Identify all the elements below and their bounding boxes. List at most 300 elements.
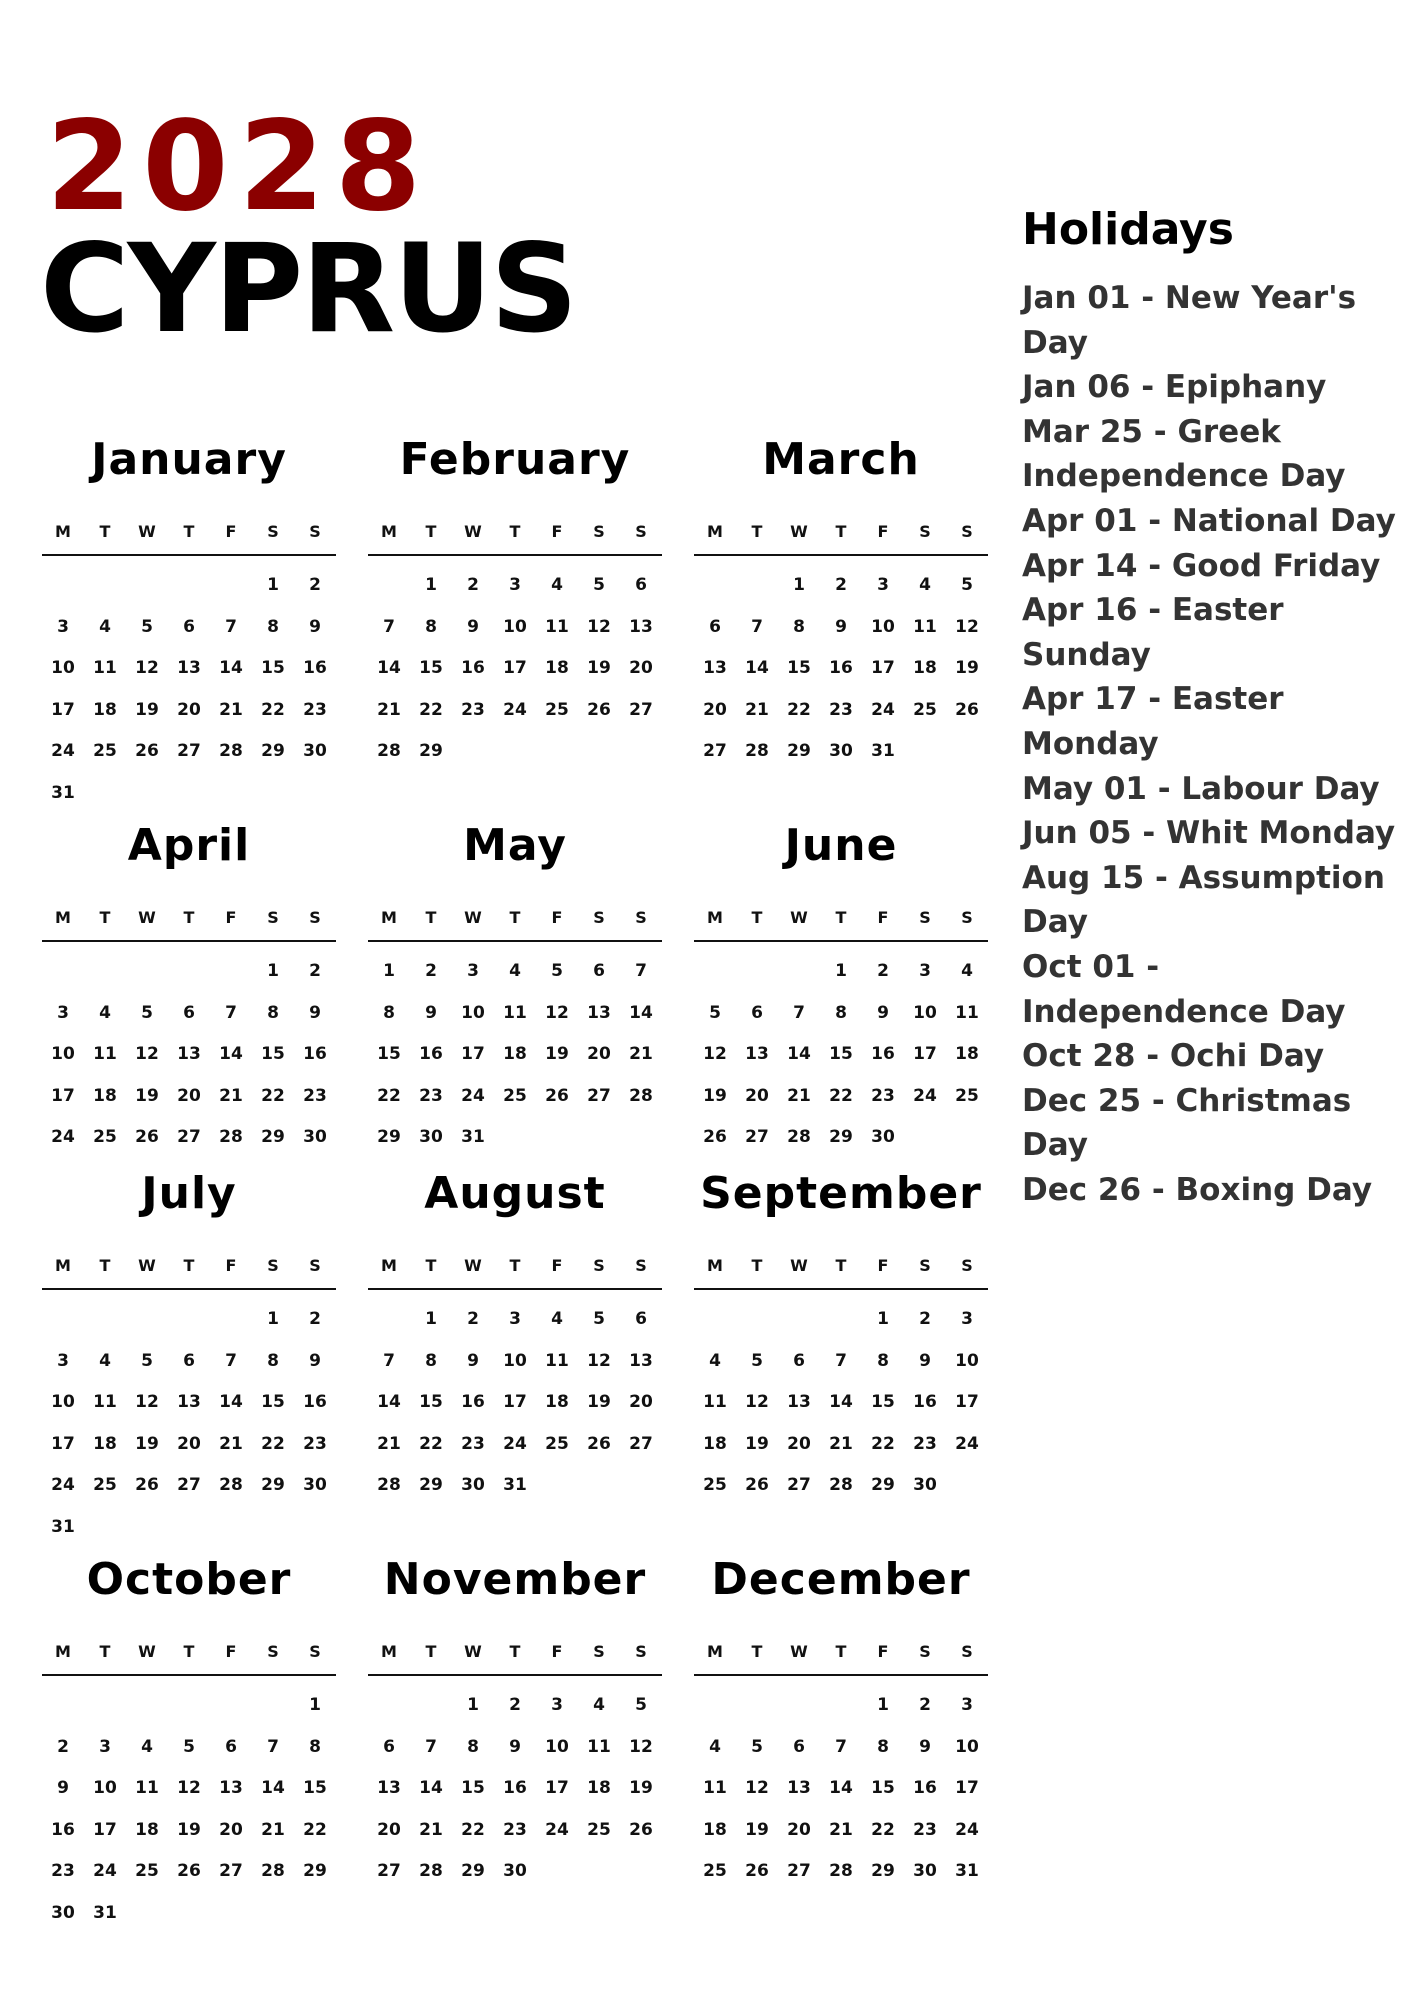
day-cell: 14 bbox=[219, 658, 243, 678]
day-cell: 30 bbox=[913, 1475, 937, 1495]
day-cell bbox=[168, 1694, 210, 1736]
day-cell: 27 bbox=[177, 1475, 201, 1495]
weekday-header bbox=[42, 1256, 336, 1275]
day-cell: 12 bbox=[745, 1392, 769, 1412]
week-row bbox=[694, 1819, 988, 1861]
weekday-label: S bbox=[919, 1642, 931, 1661]
day-cell: 1 bbox=[835, 961, 847, 981]
day-cell: 23 bbox=[871, 1085, 895, 1106]
weekday-label: T bbox=[99, 908, 111, 927]
day-cell: 3 bbox=[551, 1695, 563, 1715]
day-cell: 3 bbox=[509, 575, 521, 595]
day-cell: 12 bbox=[745, 1778, 769, 1798]
day-cell: 9 bbox=[57, 1778, 69, 1798]
day-cell: 4 bbox=[709, 1350, 721, 1371]
day-cell bbox=[494, 1516, 536, 1558]
day-cell: 3 bbox=[57, 1002, 69, 1023]
day-cell: 11 bbox=[703, 1778, 727, 1798]
day-cell: 15 bbox=[419, 658, 443, 678]
day-cell: 9 bbox=[467, 616, 479, 637]
weekday-label: S bbox=[593, 1256, 605, 1275]
year-title: 2028 bbox=[46, 95, 432, 239]
weekday-label: T bbox=[99, 522, 111, 541]
day-cell bbox=[210, 1516, 252, 1558]
day-cell: 19 bbox=[587, 1392, 611, 1412]
day-cell bbox=[84, 960, 126, 1002]
weekday-label: S bbox=[919, 1256, 931, 1275]
header-divider bbox=[42, 554, 336, 556]
day-cell bbox=[820, 1308, 862, 1350]
day-cell: 21 bbox=[745, 699, 769, 720]
header-divider bbox=[42, 1288, 336, 1290]
day-cell: 29 bbox=[461, 1861, 485, 1881]
day-cell: 17 bbox=[51, 1433, 75, 1454]
day-cell: 17 bbox=[913, 1044, 937, 1064]
day-cell bbox=[778, 960, 820, 1002]
day-cell: 7 bbox=[793, 1002, 805, 1023]
week-row bbox=[42, 1860, 336, 1902]
day-cell bbox=[368, 1516, 410, 1558]
day-cell: 11 bbox=[503, 1002, 527, 1023]
day-cell: 7 bbox=[383, 1350, 395, 1371]
day-cell bbox=[536, 1860, 578, 1902]
day-cell: 18 bbox=[93, 1433, 117, 1454]
day-cell: 20 bbox=[787, 1819, 811, 1840]
weekday-label: M bbox=[381, 1642, 397, 1661]
day-cell bbox=[42, 960, 84, 1002]
week-row bbox=[694, 616, 988, 658]
day-cell: 25 bbox=[703, 1475, 727, 1495]
day-cell: 5 bbox=[593, 1309, 605, 1329]
month-name: September bbox=[700, 1168, 982, 1219]
weekday-label: F bbox=[225, 1256, 237, 1275]
day-cell: 3 bbox=[961, 1309, 973, 1329]
day-cell: 20 bbox=[377, 1819, 401, 1840]
day-cell: 3 bbox=[877, 575, 889, 595]
day-cell: 23 bbox=[303, 699, 327, 720]
day-cell bbox=[84, 1308, 126, 1350]
day-cell: 23 bbox=[51, 1861, 75, 1881]
day-cell: 5 bbox=[141, 1002, 153, 1023]
day-cell: 16 bbox=[51, 1819, 75, 1840]
day-cell bbox=[168, 960, 210, 1002]
day-cell: 4 bbox=[99, 1350, 111, 1371]
day-cell: 18 bbox=[545, 658, 569, 678]
week-row bbox=[42, 1474, 336, 1516]
day-cell: 15 bbox=[261, 658, 285, 678]
week-row bbox=[694, 1694, 988, 1736]
day-cell: 27 bbox=[629, 1433, 653, 1454]
day-cell bbox=[126, 1902, 168, 1944]
day-cell: 19 bbox=[545, 1044, 569, 1064]
day-cell: 31 bbox=[93, 1902, 117, 1923]
weekday-label: M bbox=[381, 522, 397, 541]
day-cell: 13 bbox=[587, 1002, 611, 1023]
weekday-label: T bbox=[509, 1256, 521, 1275]
day-cell: 28 bbox=[219, 1127, 243, 1147]
week-row bbox=[368, 1350, 662, 1392]
day-cell: 30 bbox=[303, 1127, 327, 1147]
week-row bbox=[368, 1860, 662, 1902]
day-cell bbox=[736, 1516, 778, 1558]
weekday-label: T bbox=[835, 522, 847, 541]
day-cell: 1 bbox=[267, 961, 279, 981]
weekday-label: T bbox=[183, 522, 195, 541]
day-cell: 29 bbox=[419, 741, 443, 761]
day-cell: 25 bbox=[93, 741, 117, 761]
month-name: October bbox=[86, 1554, 292, 1605]
day-cell bbox=[620, 1902, 662, 1944]
day-cell bbox=[946, 1126, 988, 1168]
day-cell: 5 bbox=[183, 1736, 195, 1757]
day-cell: 11 bbox=[93, 658, 117, 678]
day-cell: 27 bbox=[629, 699, 653, 720]
week-row bbox=[42, 616, 336, 658]
weekday-label: F bbox=[551, 1642, 563, 1661]
day-cell bbox=[42, 1694, 84, 1736]
day-cell: 23 bbox=[503, 1819, 527, 1840]
week-row bbox=[42, 740, 336, 782]
holiday-line: Apr 16 - Easter Sunday bbox=[1022, 592, 1284, 673]
weekday-header bbox=[42, 908, 336, 927]
weekday-header bbox=[694, 1642, 988, 1661]
day-cell: 19 bbox=[745, 1819, 769, 1840]
weekday-label: M bbox=[381, 1256, 397, 1275]
day-cell: 6 bbox=[635, 575, 647, 595]
day-cell: 8 bbox=[267, 1350, 279, 1371]
day-cell: 29 bbox=[419, 1475, 443, 1495]
day-cell: 17 bbox=[955, 1392, 979, 1412]
weekday-header bbox=[368, 1256, 662, 1275]
weekday-label: F bbox=[551, 1256, 563, 1275]
day-cell: 15 bbox=[261, 1044, 285, 1064]
day-cell: 31 bbox=[955, 1861, 979, 1881]
week-row bbox=[368, 1391, 662, 1433]
day-cell: 7 bbox=[225, 616, 237, 637]
day-cell: 19 bbox=[135, 1085, 159, 1106]
day-cell: 19 bbox=[629, 1778, 653, 1798]
day-cell: 7 bbox=[383, 616, 395, 637]
day-cell: 20 bbox=[219, 1819, 243, 1840]
day-cell: 14 bbox=[261, 1778, 285, 1798]
weekday-label: T bbox=[509, 522, 521, 541]
day-cell bbox=[778, 1516, 820, 1558]
day-cell bbox=[410, 1516, 452, 1558]
day-cell bbox=[252, 1694, 294, 1736]
day-cell bbox=[452, 1902, 494, 1944]
week-row bbox=[368, 699, 662, 741]
weekday-label: S bbox=[309, 1642, 321, 1661]
day-cell: 19 bbox=[135, 699, 159, 720]
day-cell: 10 bbox=[93, 1778, 117, 1798]
week-row bbox=[368, 740, 662, 782]
day-cell: 1 bbox=[877, 1309, 889, 1329]
week-row bbox=[694, 1736, 988, 1778]
day-cell bbox=[210, 574, 252, 616]
day-cell bbox=[578, 1126, 620, 1168]
day-cell: 31 bbox=[461, 1127, 485, 1147]
week-row bbox=[368, 782, 662, 824]
day-cell bbox=[368, 782, 410, 824]
day-cell: 22 bbox=[871, 1433, 895, 1454]
day-cell bbox=[494, 740, 536, 782]
day-cell: 6 bbox=[593, 961, 605, 981]
day-cell bbox=[620, 782, 662, 824]
day-cell: 2 bbox=[877, 961, 889, 981]
day-cell: 13 bbox=[703, 658, 727, 678]
day-cell bbox=[820, 1902, 862, 1944]
week-row bbox=[694, 657, 988, 699]
day-cell: 3 bbox=[57, 616, 69, 637]
week-row bbox=[694, 960, 988, 1002]
day-cell: 10 bbox=[503, 1350, 527, 1371]
weekday-label: S bbox=[309, 522, 321, 541]
weekday-label: T bbox=[509, 908, 521, 927]
day-cell: 17 bbox=[461, 1044, 485, 1064]
day-cell: 13 bbox=[629, 1350, 653, 1371]
day-cell: 13 bbox=[787, 1392, 811, 1412]
header-divider bbox=[42, 940, 336, 942]
week-row bbox=[42, 657, 336, 699]
day-cell: 20 bbox=[177, 699, 201, 720]
week-row bbox=[368, 1516, 662, 1558]
day-cell: 16 bbox=[829, 658, 853, 678]
day-cell: 27 bbox=[787, 1861, 811, 1881]
day-cell: 8 bbox=[383, 1002, 395, 1023]
day-cell bbox=[620, 1474, 662, 1516]
day-cell: 4 bbox=[709, 1736, 721, 1757]
day-cell bbox=[126, 1694, 168, 1736]
week-row bbox=[368, 1043, 662, 1085]
day-cell: 17 bbox=[503, 658, 527, 678]
weekday-label: T bbox=[835, 1256, 847, 1275]
day-cell: 25 bbox=[545, 699, 569, 720]
day-cell bbox=[494, 1126, 536, 1168]
day-cell bbox=[904, 1902, 946, 1944]
day-cell bbox=[368, 1694, 410, 1736]
day-cell: 10 bbox=[913, 1002, 937, 1023]
day-cell: 5 bbox=[751, 1350, 763, 1371]
day-cell: 28 bbox=[377, 741, 401, 761]
day-cell bbox=[252, 1516, 294, 1558]
day-cell: 28 bbox=[419, 1861, 443, 1881]
week-row bbox=[42, 960, 336, 1002]
holiday-line: Mar 25 - Greek bbox=[1022, 413, 1281, 450]
day-cell: 10 bbox=[503, 616, 527, 637]
day-cell: 27 bbox=[787, 1475, 811, 1495]
month-name: July bbox=[141, 1168, 237, 1219]
week-row bbox=[42, 699, 336, 741]
holiday-line: Jan 06 - Epiphany bbox=[1022, 369, 1327, 406]
week-row bbox=[694, 1043, 988, 1085]
day-cell bbox=[84, 1516, 126, 1558]
day-cell: 11 bbox=[587, 1736, 611, 1757]
day-cell: 12 bbox=[135, 658, 159, 678]
day-cell: 28 bbox=[787, 1127, 811, 1147]
day-cell bbox=[820, 1694, 862, 1736]
day-cell: 12 bbox=[587, 616, 611, 637]
day-cell: 13 bbox=[177, 1392, 201, 1412]
day-cell bbox=[620, 1126, 662, 1168]
day-cell: 24 bbox=[51, 1475, 75, 1495]
day-grid bbox=[368, 1308, 662, 1557]
day-cell: 5 bbox=[593, 575, 605, 595]
weekday-label: S bbox=[961, 1642, 973, 1661]
week-row bbox=[694, 699, 988, 741]
day-cell bbox=[536, 1474, 578, 1516]
holiday-list bbox=[1022, 276, 1402, 1212]
day-cell: 26 bbox=[629, 1819, 653, 1840]
day-cell: 15 bbox=[871, 1778, 895, 1798]
weekday-label: W bbox=[464, 522, 482, 541]
day-cell: 29 bbox=[871, 1475, 895, 1495]
day-cell: 2 bbox=[309, 961, 321, 981]
week-row bbox=[694, 1085, 988, 1127]
day-cell: 6 bbox=[383, 1736, 395, 1757]
day-cell: 6 bbox=[793, 1736, 805, 1757]
weekday-label: S bbox=[267, 1642, 279, 1661]
day-cell: 7 bbox=[751, 616, 763, 637]
header-divider bbox=[694, 554, 988, 556]
day-cell bbox=[736, 1694, 778, 1736]
day-cell: 6 bbox=[751, 1002, 763, 1023]
weekday-label: F bbox=[877, 908, 889, 927]
day-cell bbox=[368, 1902, 410, 1944]
day-cell: 17 bbox=[545, 1778, 569, 1798]
header-divider bbox=[368, 1288, 662, 1290]
day-cell: 17 bbox=[93, 1819, 117, 1840]
day-cell: 2 bbox=[425, 961, 437, 981]
weekday-label: W bbox=[790, 1256, 808, 1275]
day-cell: 30 bbox=[419, 1127, 443, 1147]
day-cell: 28 bbox=[829, 1475, 853, 1495]
day-cell: 20 bbox=[787, 1433, 811, 1454]
day-cell: 29 bbox=[261, 1127, 285, 1147]
weekday-label: S bbox=[309, 908, 321, 927]
weekday-label: W bbox=[790, 908, 808, 927]
weekday-label: S bbox=[919, 522, 931, 541]
day-cell: 17 bbox=[51, 699, 75, 720]
day-cell: 11 bbox=[93, 1392, 117, 1412]
weekday-header bbox=[694, 522, 988, 541]
day-cell bbox=[946, 1902, 988, 1944]
day-cell: 8 bbox=[425, 1350, 437, 1371]
weekday-label: S bbox=[635, 1256, 647, 1275]
weekday-label: F bbox=[877, 522, 889, 541]
day-cell: 2 bbox=[467, 575, 479, 595]
day-cell bbox=[694, 1308, 736, 1350]
day-cell: 4 bbox=[593, 1695, 605, 1715]
day-cell: 11 bbox=[955, 1002, 979, 1023]
day-cell: 1 bbox=[425, 1309, 437, 1329]
weekday-label: S bbox=[961, 1256, 973, 1275]
day-cell bbox=[536, 1126, 578, 1168]
weekday-label: T bbox=[183, 1642, 195, 1661]
day-cell: 9 bbox=[835, 616, 847, 637]
day-cell: 30 bbox=[303, 741, 327, 761]
weekday-label: S bbox=[961, 908, 973, 927]
weekday-label: T bbox=[183, 1256, 195, 1275]
day-cell: 11 bbox=[545, 1350, 569, 1371]
day-cell: 18 bbox=[545, 1392, 569, 1412]
holiday-line: Aug 15 - Assumption bbox=[1022, 859, 1385, 896]
day-cell: 3 bbox=[509, 1309, 521, 1329]
weekday-label: M bbox=[707, 522, 723, 541]
day-cell: 2 bbox=[509, 1695, 521, 1715]
day-cell: 10 bbox=[955, 1350, 979, 1371]
holidays-panel bbox=[1022, 204, 1402, 1212]
day-cell: 15 bbox=[787, 658, 811, 678]
week-row bbox=[694, 1350, 988, 1392]
weekday-label: T bbox=[99, 1256, 111, 1275]
day-cell: 18 bbox=[913, 658, 937, 678]
weekday-label: S bbox=[961, 522, 973, 541]
week-row bbox=[368, 1085, 662, 1127]
week-row bbox=[368, 1819, 662, 1861]
day-cell: 20 bbox=[177, 1085, 201, 1106]
day-cell: 21 bbox=[219, 1085, 243, 1106]
day-cell bbox=[126, 960, 168, 1002]
day-cell: 1 bbox=[467, 1695, 479, 1715]
day-cell: 21 bbox=[219, 1433, 243, 1454]
day-cell: 13 bbox=[377, 1778, 401, 1798]
week-row bbox=[694, 1308, 988, 1350]
day-cell: 26 bbox=[745, 1861, 769, 1881]
day-grid bbox=[42, 574, 336, 823]
day-cell: 5 bbox=[551, 961, 563, 981]
day-cell: 24 bbox=[503, 699, 527, 720]
day-cell bbox=[252, 782, 294, 824]
day-cell: 17 bbox=[871, 658, 895, 678]
weekday-label: S bbox=[635, 1642, 647, 1661]
day-grid bbox=[694, 574, 988, 823]
day-cell: 15 bbox=[871, 1392, 895, 1412]
day-cell: 14 bbox=[829, 1778, 853, 1798]
holiday-line: Apr 01 - National Day bbox=[1022, 502, 1396, 539]
weekday-label: T bbox=[99, 1642, 111, 1661]
day-cell: 28 bbox=[261, 1861, 285, 1881]
week-row bbox=[368, 960, 662, 1002]
month-name: March bbox=[762, 434, 920, 485]
day-cell: 24 bbox=[93, 1861, 117, 1881]
day-cell: 23 bbox=[829, 699, 853, 720]
day-cell: 21 bbox=[629, 1044, 653, 1064]
header-divider bbox=[694, 1674, 988, 1676]
week-row bbox=[694, 1902, 988, 1944]
day-cell: 11 bbox=[703, 1392, 727, 1412]
day-cell: 8 bbox=[267, 1002, 279, 1023]
day-cell: 30 bbox=[829, 741, 853, 761]
day-cell: 18 bbox=[587, 1778, 611, 1798]
day-cell: 4 bbox=[961, 961, 973, 981]
day-cell bbox=[210, 1308, 252, 1350]
day-cell: 6 bbox=[635, 1309, 647, 1329]
weekday-label: W bbox=[464, 1256, 482, 1275]
month-name: December bbox=[711, 1554, 971, 1605]
weekday-label: M bbox=[55, 1642, 71, 1661]
day-cell bbox=[578, 1860, 620, 1902]
day-cell: 26 bbox=[545, 1085, 569, 1106]
day-cell: 22 bbox=[419, 1433, 443, 1454]
weekday-label: W bbox=[138, 1256, 156, 1275]
week-row bbox=[42, 1085, 336, 1127]
week-row bbox=[42, 1126, 336, 1168]
day-cell: 10 bbox=[461, 1002, 485, 1023]
day-cell bbox=[694, 960, 736, 1002]
day-cell: 5 bbox=[709, 1002, 721, 1023]
day-cell: 3 bbox=[99, 1736, 111, 1757]
day-cell: 5 bbox=[141, 1350, 153, 1371]
